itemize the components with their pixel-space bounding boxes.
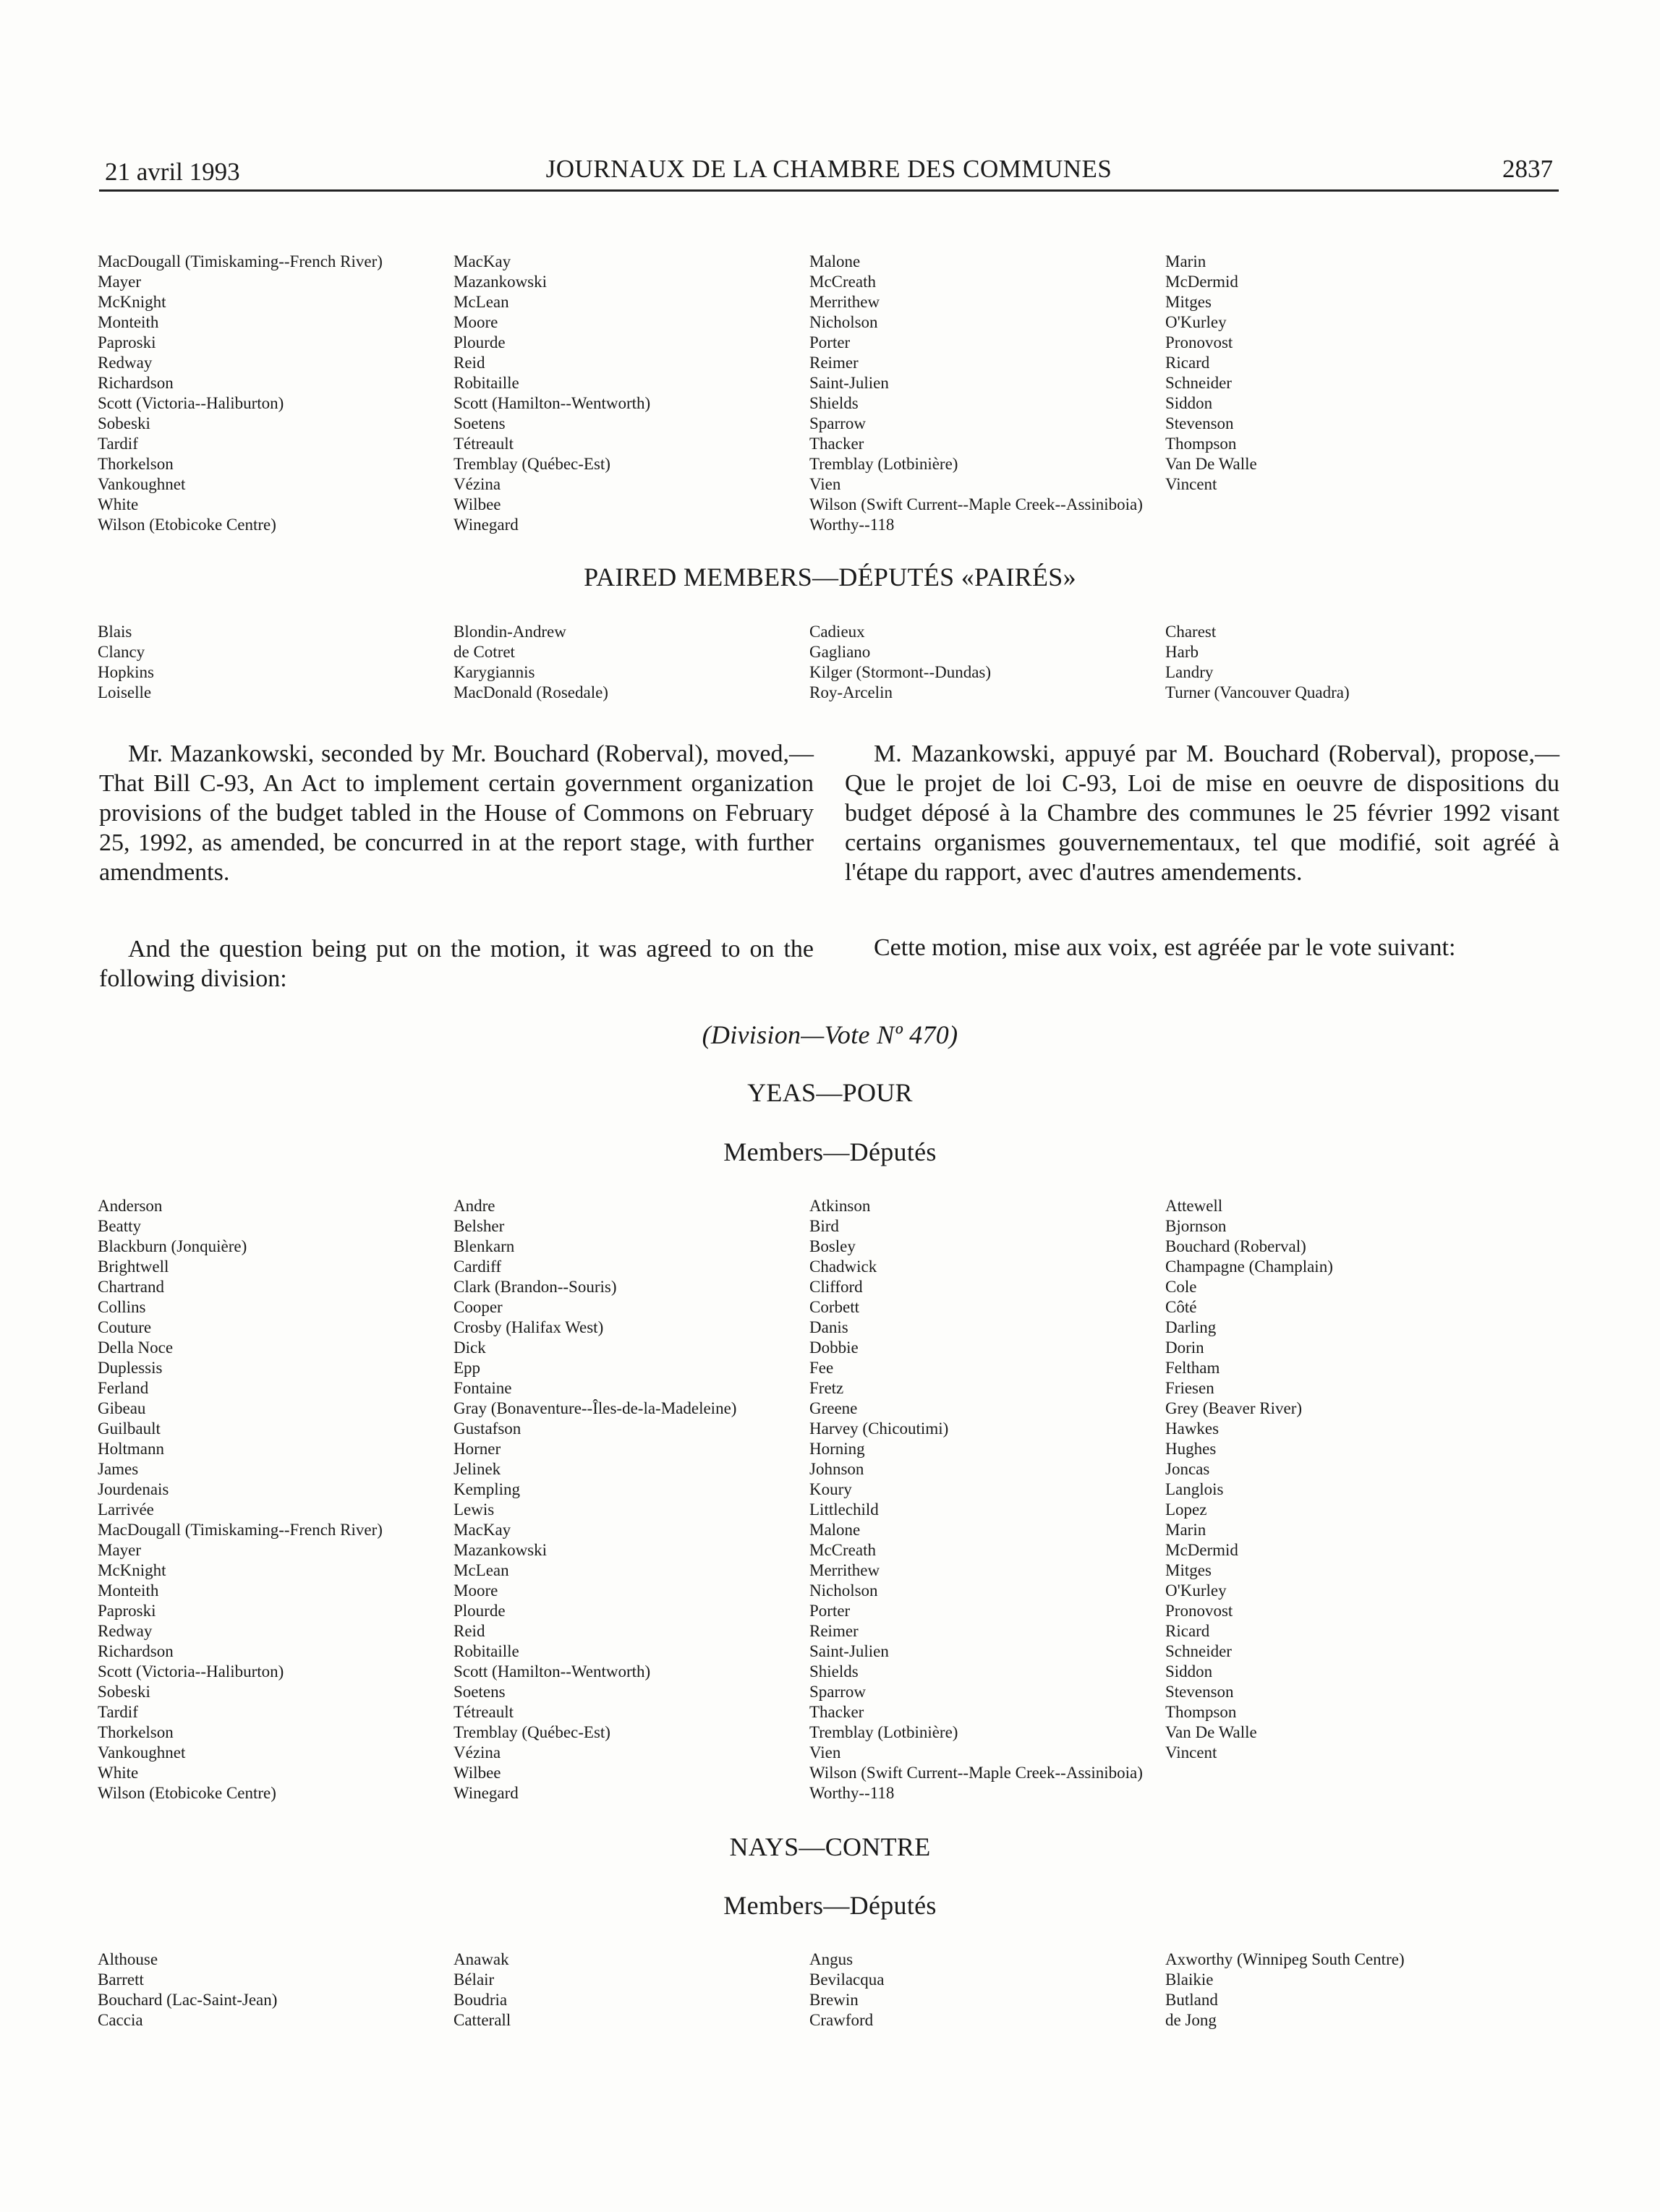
member-name: Greene [809,1399,858,1417]
member-name: de Cotret [454,643,515,661]
member-name: Richardson [98,374,174,392]
member-name: Côté [1165,1298,1197,1316]
member-name: Reid [454,1622,485,1640]
division-title: (Division—Vote Nº 470) [702,1020,958,1049]
member-name: Thompson [1165,435,1237,453]
member-name: McDermid [1165,273,1238,291]
member-name: Turner (Vancouver Quadra) [1165,683,1350,701]
member-name: Koury [809,1480,852,1498]
member-name: Soetens [454,414,506,432]
member-name: Vankoughnet [98,1743,186,1762]
member-name: Thorkelson [98,1723,174,1741]
member-name: James [98,1460,139,1478]
member-name: McKnight [98,1561,166,1579]
member-name: Brightwell [98,1257,169,1276]
member-name: O'Kurley [1165,313,1227,331]
yeas-members-list [98,1196,1533,1803]
member-name: Bouchard (Roberval) [1165,1237,1306,1255]
member-name: Winegard [454,1784,519,1802]
member-name: Horning [809,1440,865,1458]
member-name: Couture [98,1318,152,1336]
member-name: Scott (Victoria--Haliburton) [98,394,284,412]
member-name: Lopez [1165,1500,1207,1519]
member-name: Catterall [454,2011,511,2029]
member-name: Tardif [98,1703,138,1721]
member-name: Kempling [454,1480,520,1498]
member-name: Attewell [1165,1197,1223,1215]
member-name: Wilson (Etobicoke Centre) [98,1784,276,1802]
member-name: Malone [809,1521,861,1539]
member-name: Dorin [1165,1338,1204,1357]
member-name: Paproski [98,1602,156,1620]
member-name: Cooper [454,1298,503,1316]
member-name: Blenkarn [454,1237,515,1255]
member-name: Richardson [98,1642,174,1660]
member-name: Blackburn (Jonquière) [98,1237,247,1255]
member-name: Wilson (Etobicoke Centre) [98,516,276,534]
member-name: Worthy--118 [809,1784,895,1802]
member-name: Moore [454,313,498,331]
member-name: Scott (Victoria--Haliburton) [98,1662,284,1681]
member-name: Horner [454,1440,501,1458]
member-name: Merrithew [809,293,880,311]
member-name: Schneider [1165,374,1232,392]
nays-members-list [98,1950,1533,2030]
member-name: Harb [1165,643,1199,661]
member-name: McCreath [809,273,876,291]
member-name: Shields [809,394,859,412]
name-column [454,622,809,703]
member-name: Cole [1165,1278,1197,1296]
member-name: Stevenson [1165,1683,1234,1701]
member-name: Tremblay (Lotbinière) [809,1723,958,1741]
member-name: Pronovost [1165,1602,1233,1620]
member-name: Jourdenais [98,1480,169,1498]
member-name: Vincent [1165,1743,1217,1762]
member-name: Merrithew [809,1561,880,1579]
member-name: Tardif [98,435,138,453]
member-name: Kilger (Stormont--Dundas) [809,663,992,681]
name-column [1165,1196,1533,1803]
name-column [809,1196,1165,1803]
member-name: Mayer [98,1541,142,1559]
name-column [809,252,1165,535]
member-name: Clifford [809,1278,863,1296]
member-name: Malone [809,252,861,270]
member-name: Barrett [98,1970,144,1989]
member-name: Belsher [454,1217,505,1235]
member-name: Darling [1165,1318,1217,1336]
member-name: Vézina [454,475,501,493]
member-name: Blais [98,623,132,641]
member-name: Saint-Julien [809,374,889,392]
member-name: Duplessis [98,1359,163,1377]
member-name: Reimer [809,354,859,372]
member-name: Jelinek [454,1460,501,1478]
member-name: Schneider [1165,1642,1232,1660]
nays-subheading: Members—Députés [723,1891,937,1920]
member-name: Soetens [454,1683,506,1701]
question-text-english: And the question being put on the motion, it was agreed to on the following division: [99,936,814,992]
member-name: Siddon [1165,1662,1213,1681]
member-name: Johnson [809,1460,864,1478]
member-name: Marin [1165,1521,1206,1539]
paired-members-list [98,622,1533,703]
member-name: Bosley [809,1237,856,1255]
member-name: Andre [454,1197,495,1215]
member-name: Mitges [1165,1561,1212,1579]
member-name: Corbett [809,1298,859,1316]
member-name: Hopkins [98,663,154,681]
name-column [1165,622,1533,703]
member-name: Thacker [809,1703,864,1721]
member-name: MacKay [454,1521,511,1539]
member-name: Fontaine [454,1379,512,1397]
member-name: Anderson [98,1197,163,1215]
member-name: Angus [809,1950,854,1968]
member-name: Joncas [1165,1460,1210,1478]
member-name: Tétreault [454,1703,514,1721]
member-name: Tétreault [454,435,514,453]
member-name: Beatty [98,1217,142,1235]
member-name: Van De Walle [1165,455,1257,473]
member-name: White [98,1764,139,1782]
member-name: Marin [1165,252,1206,270]
member-name: Roy-Arcelin [809,683,893,701]
member-name: Littlechild [809,1500,879,1519]
member-name: Crosby (Halifax West) [454,1318,604,1336]
member-name: Blondin-Andrew [454,623,566,641]
member-name: Porter [809,333,851,351]
member-name: Thorkelson [98,455,174,473]
member-name: MacDougall (Timiskaming--French River) [98,252,383,270]
member-name: Van De Walle [1165,1723,1257,1741]
member-name: Axworthy (Winnipeg South Centre) [1165,1950,1405,1968]
member-name: Cadieux [809,623,865,641]
member-name: McCreath [809,1541,876,1559]
member-name: Nicholson [809,313,878,331]
member-name: White [98,495,139,513]
member-name: Ferland [98,1379,149,1397]
name-column [454,1950,809,2030]
member-name: Moore [454,1581,498,1600]
member-name: Vézina [454,1743,501,1762]
member-name: Friesen [1165,1379,1214,1397]
name-column [98,1950,454,2030]
name-column [98,622,454,703]
member-name: Thompson [1165,1703,1237,1721]
member-name: Blaikie [1165,1970,1214,1989]
member-name: Hawkes [1165,1419,1220,1438]
member-name: Monteith [98,313,159,331]
member-name: Collins [98,1298,146,1316]
member-name: Sparrow [809,1683,866,1701]
member-name: Scott (Hamilton--Wentworth) [454,1662,651,1681]
member-name: Larrivée [98,1500,154,1519]
member-name: Anawak [454,1950,509,1968]
member-name: Holtmann [98,1440,164,1458]
member-name: Karygiannis [454,663,535,681]
member-name: Gray (Bonaventure--Îles-de-la-Madeleine) [454,1399,737,1417]
member-name: Tremblay (Lotbinière) [809,455,958,473]
member-name: Thacker [809,435,864,453]
question-text-french: Cette motion, mise aux voix, est agréée par le vote suivant: [874,934,1456,961]
member-name: O'Kurley [1165,1581,1227,1600]
member-name: Redway [98,354,153,372]
member-name: Ricard [1165,1622,1210,1640]
member-name: Della Noce [98,1338,174,1357]
yeas-subheading: Members—Députés [723,1137,937,1166]
header-journal-title: JOURNAUX DE LA CHAMBRE DES COMMUNES [545,155,1112,183]
member-name: Robitaille [454,374,519,392]
member-name: Wilbee [454,495,501,513]
member-name: Reid [454,354,485,372]
member-name: Guilbault [98,1419,161,1438]
name-column [454,1196,809,1803]
member-name: Vincent [1165,475,1217,493]
member-name: Tremblay (Québec-Est) [454,1723,610,1741]
member-name: Bevilacqua [809,1970,885,1989]
member-name: Hughes [1165,1440,1217,1458]
member-name: Scott (Hamilton--Wentworth) [454,394,651,412]
member-name: Mitges [1165,293,1212,311]
motion-text-french: M. Mazankowski, appuyé par M. Bouchard (Roberval), propose,—Que le projet de loi C-93, Loi de mise en oeuvre de dispositions du budget déposé à la Chambre des communes le 25 février 1992 visant certains organismes gouvernementaux, tel que modifié, soit agréé à l'étape du rapport, avec d'autres amendements. [845,740,1559,886]
member-name: Monteith [98,1581,159,1600]
member-name: Vankoughnet [98,475,186,493]
member-name: Danis [809,1318,848,1336]
member-name: Vien [809,1743,841,1762]
member-name: Brewin [809,1991,859,2009]
member-name: Shields [809,1662,859,1681]
member-name: Cardiff [454,1257,502,1276]
member-name: Charest [1165,623,1217,641]
member-name: McDermid [1165,1541,1238,1559]
member-name: Epp [454,1359,481,1377]
motion-text-english: Mr. Mazankowski, seconded by Mr. Bouchard (Roberval), moved,—That Bill C-93, An Act to implement certain government organization provisions of the budget tabled in the House of Commons on February 25, 1992, as amended, be concurred in at the report stage, with further amendments. [99,740,814,886]
member-name: de Jong [1165,2011,1217,2029]
member-name: Porter [809,1602,851,1620]
member-name: Bélair [454,1970,495,1989]
member-name: Grey (Beaver River) [1165,1399,1303,1417]
member-name: Mazankowski [454,1541,548,1559]
member-name: Plourde [454,1602,506,1620]
member-name: Bouchard (Lac-Saint-Jean) [98,1991,278,2009]
member-name: Fee [809,1359,834,1377]
member-name: Langlois [1165,1480,1224,1498]
paired-members-heading: PAIRED MEMBERS—DÉPUTÉS «PAIRÉS» [584,563,1076,592]
name-column [454,252,809,535]
member-name: Redway [98,1622,153,1640]
member-name: Pronovost [1165,333,1233,351]
member-name: Dobbie [809,1338,859,1357]
member-name: Landry [1165,663,1214,681]
member-name: Sobeski [98,1683,150,1701]
member-name: Tremblay (Québec-Est) [454,455,610,473]
member-name: MacDougall (Timiskaming--French River) [98,1521,383,1539]
member-name: Althouse [98,1950,158,1968]
member-name: Lewis [454,1500,495,1519]
name-column [98,252,454,535]
member-name: Plourde [454,333,506,351]
member-name: McKnight [98,293,166,311]
name-column [809,622,1165,703]
member-name: Dick [454,1338,486,1357]
name-column [809,1950,1165,2030]
header-date: 21 avril 1993 [105,158,240,186]
member-name: Worthy--118 [809,516,895,534]
member-name: Clark (Brandon--Souris) [454,1278,617,1296]
member-name: Gustafson [454,1419,522,1438]
member-name: Wilson (Swift Current--Maple Creek--Assiniboia) [809,1764,1143,1782]
member-name: Vien [809,475,841,493]
member-name: Chartrand [98,1278,164,1296]
member-name: Champagne (Champlain) [1165,1257,1333,1276]
member-name: Wilbee [454,1764,501,1782]
member-name: Clancy [98,643,145,661]
member-name: Boudria [454,1991,508,2009]
member-name: Robitaille [454,1642,519,1660]
yeas-heading: YEAS—POUR [747,1078,913,1107]
member-name: Fretz [809,1379,844,1397]
member-name: Gibeau [98,1399,146,1417]
member-name: McLean [454,1561,509,1579]
member-name: Nicholson [809,1581,878,1600]
member-name: Siddon [1165,394,1213,412]
member-name: Saint-Julien [809,1642,889,1660]
member-name: Gagliano [809,643,871,661]
member-name: Bird [809,1217,839,1235]
header-page-number: 2837 [1502,155,1553,183]
member-name: Loiselle [98,683,152,701]
member-name: Reimer [809,1622,859,1640]
member-name: Mayer [98,273,142,291]
nays-heading: NAYS—CONTRE [729,1832,931,1861]
member-name: Chadwick [809,1257,877,1276]
member-name: Bjornson [1165,1217,1227,1235]
member-name: Crawford [809,2011,874,2029]
member-name: Mazankowski [454,273,548,291]
member-name: Harvey (Chicoutimi) [809,1419,949,1438]
member-name: Sparrow [809,414,866,432]
name-column [1165,1950,1533,2030]
member-name: Winegard [454,516,519,534]
member-name: Sobeski [98,414,150,432]
page-header [99,153,1559,192]
member-name: McLean [454,293,509,311]
continued-members-list [98,252,1533,535]
member-name: Ricard [1165,354,1210,372]
member-name: MacKay [454,252,511,270]
member-name: Feltham [1165,1359,1220,1377]
member-name: Stevenson [1165,414,1234,432]
member-name: Wilson (Swift Current--Maple Creek--Assiniboia) [809,495,1143,513]
member-name: Butland [1165,1991,1218,2009]
member-name: MacDonald (Rosedale) [454,683,608,701]
name-column [1165,252,1533,535]
member-name: Caccia [98,2011,143,2029]
member-name: Atkinson [809,1197,871,1215]
name-column [98,1196,454,1803]
member-name: Paproski [98,333,156,351]
